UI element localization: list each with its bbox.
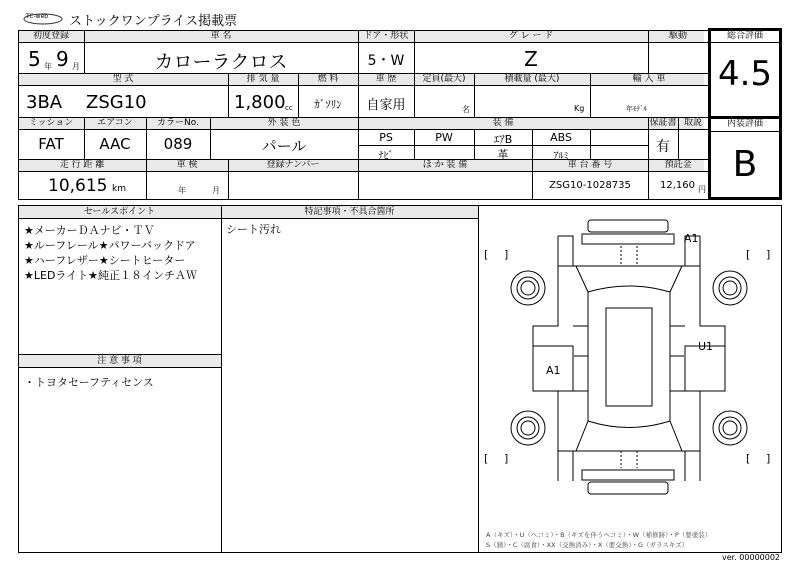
label-displacement: 排 気 量	[246, 74, 280, 84]
label-model: 型 式	[112, 74, 134, 84]
label-car-name: 車 名	[210, 31, 232, 41]
displacement-unit: cc	[285, 104, 293, 112]
label-door-type: ドア・形状	[363, 31, 409, 41]
reg-month-value: 9	[56, 47, 69, 71]
car-name-value: カローラクロス	[154, 51, 288, 73]
logo-text: TC-web	[26, 13, 49, 20]
version-label: ver. 00000002	[722, 553, 781, 562]
label-special-notes: 特記事項・不具合箇所	[304, 207, 395, 217]
damage-mark-front-right: A1	[684, 232, 699, 245]
mileage-unit: km	[112, 184, 126, 194]
bracket-open-bottom-right: [	[746, 452, 751, 465]
deposit-value: 12,160	[660, 180, 695, 191]
chassis-no-value: ZSG10-1028735	[549, 180, 631, 191]
label-plate: 登録ナンバー	[266, 160, 320, 170]
label-drive: 駆動	[668, 31, 687, 41]
inspection-month-unit: 月	[212, 186, 220, 195]
equip-abs: ABS	[550, 131, 572, 144]
label-load: 積載量 (最大)	[504, 74, 560, 84]
reg-year-value: 5	[28, 47, 41, 71]
interior-score-value: B	[732, 144, 758, 185]
color-no-value: 089	[163, 135, 193, 153]
caution-1: ・トヨタセーフティセンス	[24, 376, 154, 389]
label-chassis-no: 車 台 番 号	[567, 160, 613, 170]
label-mileage: 走 行 距 離	[59, 160, 105, 170]
legend-line-1: A（キズ）・U（ヘコミ）・B（キズを伴うヘコミ）・W（補修跡）・P（要塗装）	[486, 531, 712, 539]
aircon-value: AAC	[99, 135, 131, 153]
damage-mark-left-side: A1	[546, 364, 561, 377]
history-value: 自家用	[366, 98, 406, 113]
special-notes-value: シート汚れ	[226, 223, 281, 236]
label-color-no: カラーNo.	[157, 118, 199, 128]
bracket-close-bottom-left: ]	[504, 452, 509, 465]
mileage-value: 10,615	[48, 176, 108, 196]
bracket-close-top-right: ]	[766, 248, 771, 261]
grade-value: Z	[524, 47, 538, 71]
label-warranty: 保証書	[649, 118, 677, 128]
equip-ps: PS	[379, 131, 393, 144]
import-unit: 年ﾓﾃﾞﾙ	[626, 105, 647, 113]
equip-navi: ﾅﾋﾞ	[378, 151, 394, 162]
label-ext-color: 外 装 色	[267, 118, 301, 128]
label-equipment: 装 備	[492, 118, 514, 128]
page-title: ストックワンプライス掲載票	[69, 14, 238, 29]
reg-year-unit: 年	[44, 62, 52, 71]
label-history: 車 歴	[375, 74, 397, 84]
model-prefix-value: 3BA	[26, 92, 63, 113]
deposit-unit: 円	[698, 185, 706, 194]
bracket-open-top-right: [	[746, 248, 751, 261]
capacity-unit: 名	[462, 105, 470, 114]
sales-point-3: ★ハーフレザー★シートヒーター	[24, 254, 186, 267]
fuel-value: ｶﾞｿﾘﾝ	[314, 98, 342, 111]
warranty-value: 有	[656, 139, 670, 155]
door-type-value: 5・W	[367, 53, 405, 69]
sales-point-4: ★LEDライト★純正１８インチＡＷ	[24, 269, 197, 282]
label-sales-points: セールスポイント	[83, 207, 156, 217]
reg-month-unit: 月	[72, 62, 80, 71]
overall-score-value: 4.5	[717, 54, 773, 94]
load-unit: Kg	[574, 104, 585, 113]
equip-airbag: ｴｱB	[493, 133, 513, 146]
car-damage-diagram	[478, 206, 781, 551]
label-overall-score: 総合評価	[726, 31, 763, 41]
label-grade: グ レ ー ド	[508, 31, 554, 41]
bracket-open-bottom-left: [	[484, 452, 489, 465]
label-capacity: 定員(最大)	[422, 74, 466, 84]
bracket-close-bottom-right: ]	[766, 452, 771, 465]
label-fuel: 燃 料	[317, 74, 339, 84]
label-other-equip: ほ か 装 備	[422, 160, 468, 170]
label-aircon: エアコン	[97, 118, 133, 128]
label-cautions: 注 意 事 項	[97, 356, 142, 366]
label-manual: 取説	[683, 118, 702, 128]
bracket-close-top-left: ]	[504, 248, 509, 261]
logo	[22, 11, 64, 25]
label-import: 輸 入 車	[632, 74, 666, 84]
label-mission: ミッション	[28, 118, 74, 128]
bracket-open-top-left: [	[484, 248, 489, 261]
legend-line-2: S（錆）・C（腐食）・XX（交換済み）・X（要交換）・G（ガラスキズ）	[486, 541, 689, 549]
label-interior-score: 内装評価	[726, 119, 763, 129]
model-code-value: ZSG10	[86, 92, 147, 113]
displacement-value: 1,800	[234, 92, 286, 113]
label-inspection: 車 検	[176, 160, 198, 170]
mission-value: FAT	[38, 135, 64, 153]
label-deposit: 預託金	[664, 160, 692, 170]
sales-point-1: ★メーカーＤＡナビ・ＴＶ	[24, 224, 155, 237]
equip-alloy: ｱﾙﾐ	[553, 151, 569, 162]
damage-mark-right-side: U1	[698, 340, 714, 353]
sales-point-2: ★ルーフレール★パワーバックドア	[24, 239, 196, 252]
equip-leather: 革	[497, 148, 509, 161]
ext-color-value: パール	[261, 137, 307, 155]
inspection-year-unit: 年	[178, 186, 186, 195]
label-first-reg: 初度登録	[32, 31, 69, 41]
equip-pw: PW	[435, 131, 453, 144]
